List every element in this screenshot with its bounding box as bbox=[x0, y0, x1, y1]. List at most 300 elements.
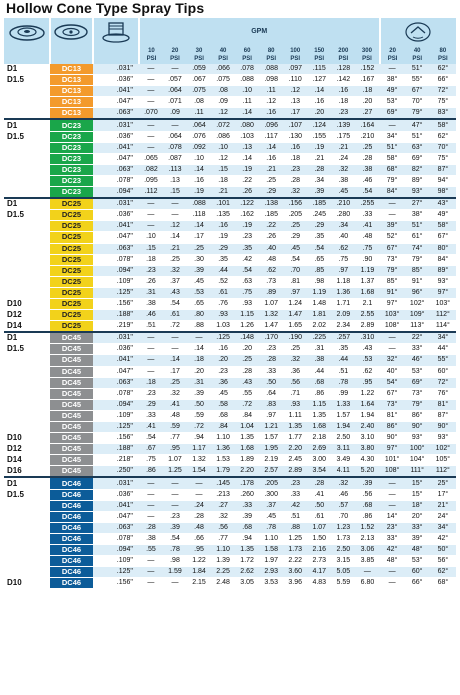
gpm-value: — bbox=[139, 332, 163, 344]
gpm-value: .41 bbox=[355, 221, 379, 232]
tip-code: D3 bbox=[4, 232, 50, 243]
gpm-value: .21 bbox=[259, 164, 283, 175]
gpm-value: 2.45 bbox=[283, 455, 307, 466]
disc-code-badge: DC25 bbox=[50, 232, 93, 243]
gpm-value: .087 bbox=[163, 153, 187, 164]
gpm-value: .145 bbox=[211, 477, 235, 489]
gpm-value: .56 bbox=[211, 522, 235, 533]
disc-code-badge: DC46 bbox=[50, 545, 93, 556]
gpm-value: 2.48 bbox=[211, 578, 235, 589]
gpm-value: .70 bbox=[283, 265, 307, 276]
spray-angle-value: — bbox=[380, 332, 405, 344]
spray-angle-value: 50° bbox=[430, 545, 456, 556]
gpm-value: .59 bbox=[163, 422, 187, 433]
spray-angle-value: 15° bbox=[405, 477, 430, 489]
gpm-value: — bbox=[139, 477, 163, 489]
spray-angle-value: 94° bbox=[430, 175, 456, 186]
table-row bbox=[4, 175, 456, 186]
gpm-value: 1.10 bbox=[259, 533, 283, 544]
gpm-value: .53 bbox=[187, 287, 211, 298]
spray-angle-value: 79° bbox=[380, 175, 405, 186]
gpm-value: .23 bbox=[139, 388, 163, 399]
gpm-value: 1.79 bbox=[211, 466, 235, 478]
gpm-value: .36 bbox=[283, 366, 307, 377]
spray-angle-value: 68° bbox=[380, 164, 405, 175]
gpm-value: .40 bbox=[259, 243, 283, 254]
gpm-value: .68 bbox=[235, 522, 259, 533]
gpm-value: .112 bbox=[139, 187, 163, 199]
gpm-value: — bbox=[139, 97, 163, 108]
gpm-value: 1.81 bbox=[307, 310, 331, 321]
tip-code: D5 bbox=[4, 533, 50, 544]
tip-code: D1 bbox=[4, 198, 50, 210]
tip-column-header bbox=[4, 18, 50, 45]
gpm-value: — bbox=[163, 198, 187, 210]
spray-angle-value: 113° bbox=[405, 321, 430, 333]
gpm-value: — bbox=[355, 567, 379, 578]
tip-code: D12 bbox=[4, 444, 50, 455]
disc-code-badge: DC45 bbox=[50, 377, 93, 388]
gpm-value: .23 bbox=[139, 265, 163, 276]
gpm-value: .44 bbox=[211, 265, 235, 276]
gpm-value: .89 bbox=[259, 287, 283, 298]
orifice-diameter: .041" bbox=[93, 142, 139, 153]
gpm-value: .19 bbox=[211, 232, 235, 243]
gpm-value: .162 bbox=[235, 210, 259, 221]
spray-tip-table-grid bbox=[4, 18, 456, 589]
gpm-value: .082 bbox=[139, 164, 163, 175]
spray-angle-value: 56° bbox=[430, 556, 456, 567]
orifice-diameter: .041" bbox=[93, 355, 139, 366]
gpm-value: — bbox=[139, 567, 163, 578]
orifice-diameter: .047" bbox=[93, 511, 139, 522]
spray-angle-value: 15° bbox=[405, 489, 430, 500]
spray-angle-value: 74° bbox=[405, 243, 430, 254]
gpm-value: — bbox=[187, 477, 211, 489]
gpm-value: .16 bbox=[307, 97, 331, 108]
tip-code: D1.5 bbox=[4, 75, 50, 86]
pressure-header-80: 80 PSI bbox=[259, 45, 283, 64]
gpm-value: .070 bbox=[139, 108, 163, 120]
gpm-value: .50 bbox=[187, 399, 211, 410]
gpm-value: 2.34 bbox=[331, 321, 355, 333]
tip-code: D2 bbox=[4, 355, 50, 366]
disc-code-badge: DC13 bbox=[50, 64, 93, 75]
spray-angle-value: — bbox=[380, 198, 405, 210]
gpm-value: .18 bbox=[331, 97, 355, 108]
orifice-diameter: .031" bbox=[93, 119, 139, 131]
table-row bbox=[4, 210, 456, 221]
tip-code: D2 bbox=[4, 86, 50, 97]
gpm-value: .39 bbox=[187, 265, 211, 276]
gpm-value: .51 bbox=[331, 366, 355, 377]
gpm-value: .14 bbox=[235, 153, 259, 164]
disc-code-badge: DC25 bbox=[50, 310, 93, 321]
gpm-value: 1.07 bbox=[259, 298, 283, 309]
gpm-value: .23 bbox=[331, 108, 355, 120]
orifice-diameter: .036" bbox=[93, 210, 139, 221]
gpm-value: 3.11 bbox=[331, 444, 355, 455]
spray-angle-value: 98° bbox=[430, 187, 456, 199]
gpm-value: — bbox=[163, 344, 187, 355]
gpm-value: .097 bbox=[283, 64, 307, 75]
spray-angle-value: 87° bbox=[430, 410, 456, 421]
gpm-value: .13 bbox=[163, 175, 187, 186]
spray-angle-value: 73° bbox=[380, 399, 405, 410]
gpm-value: .62 bbox=[331, 243, 355, 254]
gpm-value: .84 bbox=[235, 410, 259, 421]
gpm-value: .80 bbox=[187, 310, 211, 321]
gpm-value: .88 bbox=[283, 522, 307, 533]
gpm-value: 3.15 bbox=[331, 556, 355, 567]
gpm-value: .86 bbox=[139, 466, 163, 478]
disc-code-badge: DC45 bbox=[50, 355, 93, 366]
tip-code: D3 bbox=[4, 366, 50, 377]
gpm-value: .08 bbox=[211, 86, 235, 97]
gpm-value: 3.06 bbox=[355, 545, 379, 556]
spray-angle-value: 34° bbox=[380, 131, 405, 142]
gpm-value: 2.89 bbox=[283, 466, 307, 478]
orifice-diameter: .031" bbox=[93, 332, 139, 344]
gpm-value: .84 bbox=[211, 422, 235, 433]
gpm-value: 1.94 bbox=[355, 410, 379, 421]
gpm-value: .68 bbox=[355, 500, 379, 511]
tip-code: D4 bbox=[4, 108, 50, 120]
gpm-value: .10 bbox=[235, 86, 259, 97]
spray-angle-value: 67° bbox=[380, 243, 405, 254]
gpm-value: .54 bbox=[307, 243, 331, 254]
gpm-value: .152 bbox=[355, 64, 379, 75]
gpm-value: .260 bbox=[235, 489, 259, 500]
gpm-value: 3.96 bbox=[283, 578, 307, 589]
gpm-value: .29 bbox=[259, 187, 283, 199]
disc-code-badge: DC23 bbox=[50, 175, 93, 186]
gpm-value: .110 bbox=[283, 75, 307, 86]
table-row bbox=[4, 153, 456, 164]
gpm-value: .26 bbox=[259, 232, 283, 243]
gpm-value: .096 bbox=[259, 119, 283, 131]
gpm-value: .63 bbox=[235, 276, 259, 287]
gpm-value: .97 bbox=[259, 410, 283, 421]
tip-code: D6 bbox=[4, 545, 50, 556]
gpm-value: — bbox=[139, 142, 163, 153]
gpm-value: .75 bbox=[139, 455, 163, 466]
gpm-value: .52 bbox=[211, 276, 235, 287]
gpm-value: .28 bbox=[187, 511, 211, 522]
spray-angle-value: 114° bbox=[430, 321, 456, 333]
spray-angle-value: — bbox=[380, 578, 405, 589]
gpm-value: — bbox=[139, 86, 163, 97]
spray-angle-value: 81° bbox=[430, 399, 456, 410]
table-row bbox=[4, 533, 456, 544]
disc-code-badge: DC25 bbox=[50, 243, 93, 254]
gpm-value: .31 bbox=[307, 344, 331, 355]
gpm-value: .167 bbox=[355, 75, 379, 86]
gpm-value: .18 bbox=[139, 254, 163, 265]
table-row bbox=[4, 466, 456, 478]
gpm-value: — bbox=[139, 64, 163, 75]
gpm-value: .16 bbox=[331, 86, 355, 97]
orifice-diameter: .109" bbox=[93, 410, 139, 421]
tip-code: D4 bbox=[4, 522, 50, 533]
spray-angle-value: 58° bbox=[430, 119, 456, 131]
gpm-value: .148 bbox=[235, 332, 259, 344]
gpm-value: .51 bbox=[139, 321, 163, 333]
gpm-value: .62 bbox=[259, 265, 283, 276]
gpm-value: .32 bbox=[331, 164, 355, 175]
gpm-value: .25 bbox=[283, 344, 307, 355]
gpm-value: 2.57 bbox=[259, 466, 283, 478]
gpm-value: 1.89 bbox=[235, 455, 259, 466]
tip-code: D10 bbox=[4, 298, 50, 309]
table-row bbox=[4, 556, 456, 567]
gpm-value: .142 bbox=[331, 75, 355, 86]
gpm-value: 4.11 bbox=[331, 466, 355, 478]
gpm-value: .38 bbox=[139, 533, 163, 544]
gpm-value: 1.32 bbox=[259, 310, 283, 321]
spray-angle-value: 91° bbox=[405, 276, 430, 287]
gpm-value: .15 bbox=[163, 187, 187, 199]
angle-pressure-header-40: 40 PSI bbox=[405, 45, 430, 64]
disc-code-badge: DC46 bbox=[50, 477, 93, 489]
tip-code: D4 bbox=[4, 164, 50, 175]
gpm-value: .77 bbox=[163, 433, 187, 444]
spray-angle-value: 20° bbox=[405, 511, 430, 522]
gpm-value: .20 bbox=[187, 366, 211, 377]
table-row bbox=[4, 131, 456, 142]
tip-code: D14 bbox=[4, 321, 50, 333]
table-row bbox=[4, 187, 456, 199]
gpm-value: .37 bbox=[259, 500, 283, 511]
gpm-value: .28 bbox=[139, 522, 163, 533]
orifice-diameter: .063" bbox=[93, 522, 139, 533]
gpm-value: .33 bbox=[259, 366, 283, 377]
gpm-value: .13 bbox=[283, 97, 307, 108]
spray-angle-value: 109° bbox=[405, 310, 430, 321]
gpm-value: .40 bbox=[331, 232, 355, 243]
gpm-value: 1.53 bbox=[211, 455, 235, 466]
spray-angle-value: 33° bbox=[405, 522, 430, 533]
gpm-value: — bbox=[139, 489, 163, 500]
gpm-value: .35 bbox=[211, 254, 235, 265]
spray-angle-value: 32° bbox=[380, 355, 405, 366]
spray-angle-value: 49° bbox=[430, 210, 456, 221]
gpm-value: .64 bbox=[259, 388, 283, 399]
spray-angle-value: 58° bbox=[380, 153, 405, 164]
spray-angle-value: 90° bbox=[405, 422, 430, 433]
gpm-value: .29 bbox=[211, 243, 235, 254]
spray-angle-value: 79° bbox=[380, 265, 405, 276]
gpm-value: .54 bbox=[283, 254, 307, 265]
tip-code: D3 bbox=[4, 97, 50, 108]
orifice-diameter: .036" bbox=[93, 344, 139, 355]
table-row bbox=[4, 511, 456, 522]
spray-angle-value: 22° bbox=[405, 332, 430, 344]
orifice-diameter: .047" bbox=[93, 366, 139, 377]
gpm-value: 1.19 bbox=[307, 287, 331, 298]
gpm-value: .71 bbox=[283, 388, 307, 399]
gpm-value: 1.24 bbox=[283, 298, 307, 309]
gpm-value: .99 bbox=[331, 388, 355, 399]
gpm-value: .088 bbox=[235, 75, 259, 86]
gpm-value: .46 bbox=[355, 175, 379, 186]
gpm-value: .37 bbox=[163, 276, 187, 287]
spray-angle-value: 69° bbox=[380, 108, 405, 120]
orifice-diameter: .188" bbox=[93, 310, 139, 321]
gpm-value: — bbox=[139, 500, 163, 511]
gpm-value: .17 bbox=[163, 366, 187, 377]
gpm-value: .86 bbox=[307, 388, 331, 399]
disc-code-badge: DC25 bbox=[50, 221, 93, 232]
gpm-value: .076 bbox=[187, 131, 211, 142]
disc-code-badge: DC25 bbox=[50, 265, 93, 276]
gpm-value: .21 bbox=[163, 243, 187, 254]
spray-angle-value: 79° bbox=[405, 399, 430, 410]
gpm-value: .43 bbox=[163, 287, 187, 298]
gpm-value: .23 bbox=[163, 511, 187, 522]
spray-angle-value: 51° bbox=[405, 221, 430, 232]
gpm-value: 1.54 bbox=[187, 466, 211, 478]
pressure-header-150: 150 PSI bbox=[307, 45, 331, 64]
gpm-value: .10 bbox=[187, 153, 211, 164]
gpm-value: 1.59 bbox=[163, 567, 187, 578]
gpm-value: .21 bbox=[211, 187, 235, 199]
gpm-value: .70 bbox=[331, 511, 355, 522]
gpm-value: 3.54 bbox=[307, 466, 331, 478]
gpm-value: .32 bbox=[163, 265, 187, 276]
orifice-diameter: .036" bbox=[93, 75, 139, 86]
gpm-value: .32 bbox=[283, 355, 307, 366]
gpm-value: 1.19 bbox=[355, 265, 379, 276]
gpm-value: .54 bbox=[163, 298, 187, 309]
gpm-value: .23 bbox=[211, 366, 235, 377]
disc-code-badge: DC45 bbox=[50, 399, 93, 410]
spray-angle-value: 60° bbox=[405, 567, 430, 578]
gpm-value: 3.00 bbox=[307, 455, 331, 466]
gpm-value: .067 bbox=[187, 75, 211, 86]
gpm-value: .83 bbox=[259, 399, 283, 410]
table-row bbox=[4, 489, 456, 500]
gpm-value: 4.83 bbox=[307, 578, 331, 589]
gpm-value: 2.15 bbox=[187, 578, 211, 589]
gpm-value: .19 bbox=[235, 164, 259, 175]
tip-code: D1.5 bbox=[4, 344, 50, 355]
disc-code-badge: DC45 bbox=[50, 455, 93, 466]
disc-code-badge: DC23 bbox=[50, 119, 93, 131]
orifice-subheader bbox=[93, 45, 139, 64]
gpm-value: .205 bbox=[283, 210, 307, 221]
spray-angle-value: 111° bbox=[405, 466, 430, 478]
table-row bbox=[4, 198, 456, 210]
gpm-value: .58 bbox=[211, 399, 235, 410]
table-row bbox=[4, 243, 456, 254]
pressure-header-200: 200 PSI bbox=[331, 45, 355, 64]
gpm-value: 1.57 bbox=[259, 433, 283, 444]
gpm-value: .185 bbox=[259, 210, 283, 221]
gpm-value: .103 bbox=[235, 131, 259, 142]
gpm-value: .17 bbox=[283, 108, 307, 120]
table-row bbox=[4, 567, 456, 578]
gpm-value: .78 bbox=[331, 377, 355, 388]
gpm-group-header: GPM bbox=[139, 18, 380, 45]
spray-angle-value: 93° bbox=[405, 433, 430, 444]
gpm-value: 1.65 bbox=[283, 321, 307, 333]
gpm-value: .32 bbox=[211, 511, 235, 522]
spray-angle-value: 73° bbox=[405, 388, 430, 399]
gpm-value: .75 bbox=[235, 287, 259, 298]
orifice-diameter: .156" bbox=[93, 298, 139, 309]
gpm-value: .25 bbox=[283, 221, 307, 232]
spray-angle-value: 112° bbox=[430, 466, 456, 478]
disc-code-badge: DC45 bbox=[50, 410, 93, 421]
tip-code: D3 bbox=[4, 153, 50, 164]
disc-code-badge: DC45 bbox=[50, 388, 93, 399]
tip-code: D2 bbox=[4, 221, 50, 232]
gpm-value: — bbox=[139, 578, 163, 589]
gpm-value: .11 bbox=[235, 97, 259, 108]
gpm-value: 1.07 bbox=[163, 455, 187, 466]
gpm-value: 2.16 bbox=[307, 545, 331, 556]
gpm-value: .61 bbox=[307, 511, 331, 522]
table-row bbox=[4, 545, 456, 556]
spray-angle-value: 48° bbox=[380, 556, 405, 567]
orifice-diameter: .094" bbox=[93, 265, 139, 276]
gpm-value: .27 bbox=[211, 500, 235, 511]
gpm-value: .56 bbox=[355, 489, 379, 500]
gpm-value: 1.47 bbox=[283, 310, 307, 321]
gpm-value: 1.48 bbox=[307, 298, 331, 309]
gpm-value: .28 bbox=[307, 164, 331, 175]
gpm-value: .09 bbox=[163, 108, 187, 120]
disc-code-badge: DC45 bbox=[50, 466, 93, 478]
spray-angle-value: 34° bbox=[430, 332, 456, 344]
gpm-value: .77 bbox=[211, 533, 235, 544]
disc-code-badge: DC46 bbox=[50, 511, 93, 522]
gpm-value: .62 bbox=[355, 366, 379, 377]
disc-code-badge: DC25 bbox=[50, 287, 93, 298]
gpm-value: .139 bbox=[331, 119, 355, 131]
gpm-value: .088 bbox=[259, 64, 283, 75]
gpm-value: .088 bbox=[187, 198, 211, 210]
gpm-value: .155 bbox=[307, 131, 331, 142]
gpm-value: — bbox=[163, 332, 187, 344]
spray-angle-value: 67° bbox=[430, 232, 456, 243]
disc-code-badge: DC25 bbox=[50, 276, 93, 287]
gpm-value: 1.07 bbox=[307, 522, 331, 533]
spray-angle-value: 86° bbox=[380, 422, 405, 433]
gpm-value: 2.02 bbox=[307, 321, 331, 333]
gpm-value: .135 bbox=[211, 210, 235, 221]
spray-angle-value: 25° bbox=[430, 477, 456, 489]
spray-angle-value: 44° bbox=[430, 344, 456, 355]
tip-code: D7 bbox=[4, 556, 50, 567]
gpm-value: 1.25 bbox=[163, 466, 187, 478]
gpm-value: .43 bbox=[235, 377, 259, 388]
table-row bbox=[4, 388, 456, 399]
gpm-value: .213 bbox=[211, 489, 235, 500]
gpm-value: .41 bbox=[139, 422, 163, 433]
orifice-diameter: .047" bbox=[93, 97, 139, 108]
gpm-value: .61 bbox=[211, 287, 235, 298]
gpm-value: .55 bbox=[235, 388, 259, 399]
spray-angle-value: 79° bbox=[405, 254, 430, 265]
tip-code: D10 bbox=[4, 578, 50, 589]
table-row bbox=[4, 298, 456, 309]
swirl-disc-icon bbox=[52, 21, 90, 43]
gpm-value: 1.68 bbox=[307, 422, 331, 433]
spray-tip-icon bbox=[7, 21, 47, 43]
gpm-value: .32 bbox=[163, 388, 187, 399]
